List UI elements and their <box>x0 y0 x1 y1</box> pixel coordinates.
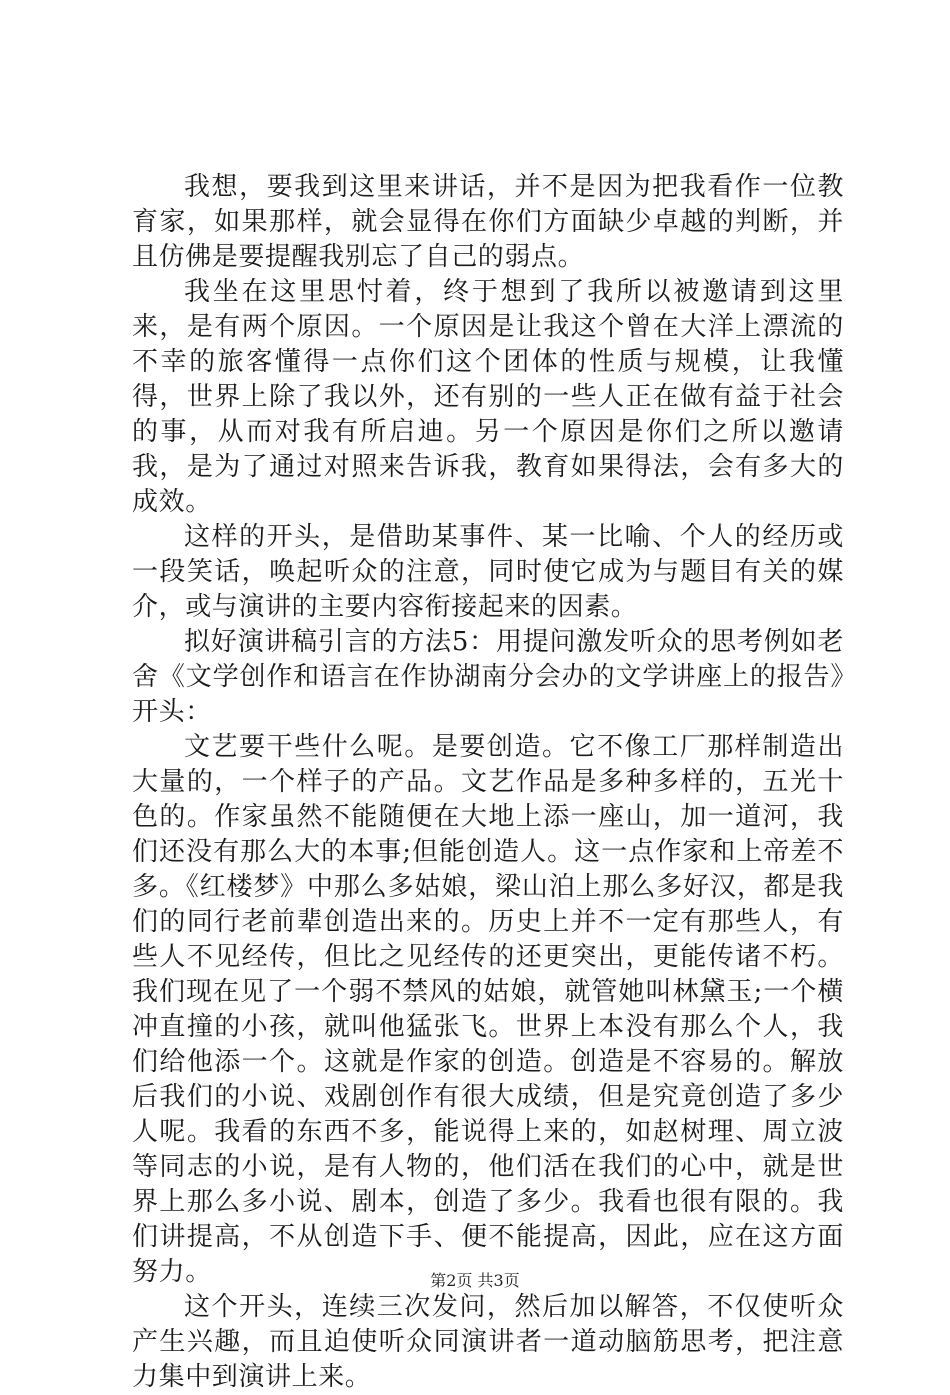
page-number-footer: 第2页 共3页 <box>430 1271 520 1290</box>
document-body <box>132 170 844 1395</box>
paragraph: 我坐在这里思忖着，终于想到了我所以被邀请到这里来，是有两个原因。一个原因是让我这个曾在大洋上漂流的不幸的旅客懂得一点你们这个团体的性质与规模，让我懂得，世界上除了我以外，还有别的一些人正在做有益于社会的事，从而对我有所启迪。另一个原因是你们之所以邀请我，是为了通过对照来告诉我，教育如果得法，会有多大的成效。 <box>132 277 844 517</box>
paragraph: 这样的开头，是借助某事件、某一比喻、个人的经历或一段笑话，唤起听众的注意，同时使它成为与题目有关的媒介，或与演讲的主要内容衔接起来的因素。 <box>132 522 844 622</box>
paragraph: 拟好演讲稿引言的方法5：用提问激发听众的思考例如老舍《文学创作和语言在作协湖南分会办的文学讲座上的报告》开头： <box>132 627 844 727</box>
paragraph: 文艺要干些什么呢。是要创造。它不像工厂那样制造出大量的，一个样子的产品。文艺作品是多种多样的，五光十色的。作家虽然不能随便在大地上添一座山，加一道河，我们还没有那么大的本事;但能创造人。这一点作家和上帝差不多。《红楼梦》中那么多姑娘，梁山泊上那么多好汉，都是我们的同行老前辈创造出来的。历史上并不一定有那些人，有些人不见经传，但比之见经传的还更突出，更能传诸不朽。我们现在见了一个弱不禁风的姑娘，就管她叫林黛玉;一个横冲直撞的小孩，就叫他猛张飞。世界上本没有那么个人，我们给他添一个。这就是作家的创造。创造是不容易的。解放后我们的小说、戏剧创作有很大成绩，但是究竟创造了多少人呢。我看的东西不多，能说得上来的，如赵树理、周立波等同志的小说，是有人物的，他们活在我们的心中，就是世界上那么多小说、剧本，创造了多少。我看也很有限的。我们讲提高，不从创造下手、便不能提高，因此，应在这方面努力。 <box>132 732 844 1287</box>
paragraph: 我想，要我到这里来讲话，并不是因为把我看作一位教育家，如果那样，就会显得在你们方面缺少卓越的判断，并且仿佛是要提醒我别忘了自己的弱点。 <box>132 172 844 272</box>
paragraph: 这个开头，连续三次发问，然后加以解答，不仅使听众产生兴趣，而且迫使听众同演讲者一道动脑筋思考，把注意力集中到演讲上来。 <box>132 1292 844 1392</box>
